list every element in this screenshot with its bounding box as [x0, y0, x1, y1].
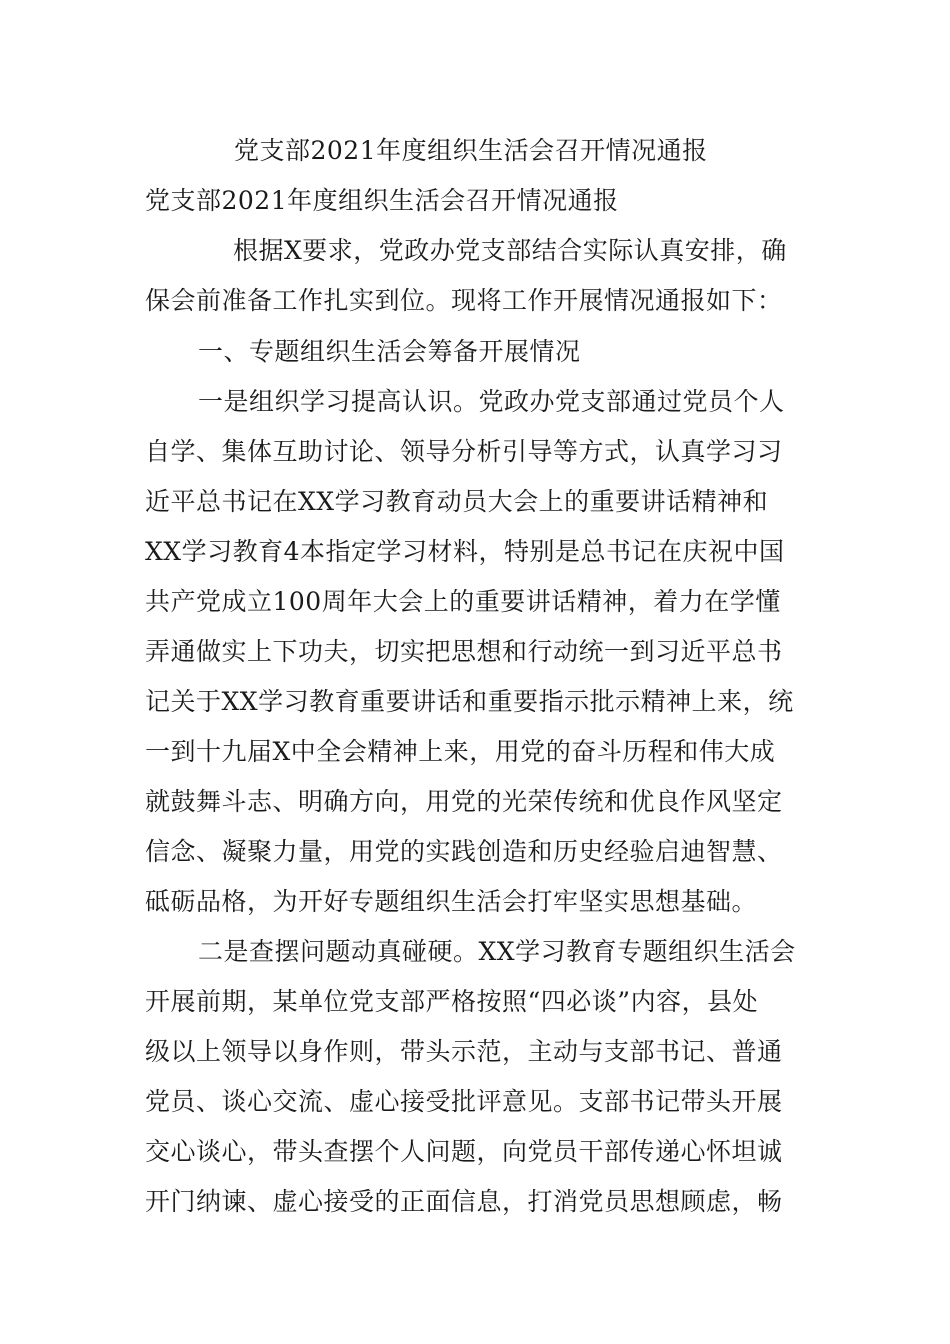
paragraph-line: 交心谈心，带头查摆个人问题，向党员干部传递心怀坦诚 — [145, 1137, 783, 1166]
paragraph-line: 一是组织学习提高认识。党政办党支部通过党员个人 — [198, 387, 785, 416]
paragraph-line: 保会前准备工作扎实到位。现将工作开展情况通报如下： — [145, 286, 783, 315]
paragraph-line: 党员、谈心交流、虚心接受批评意见。支部书记带头开展 — [145, 1087, 783, 1116]
paragraph-line: 自学、集体互助讨论、领导分析引导等方式，认真学习习 — [145, 437, 783, 466]
paragraph-line: 二是查摆问题动真碰硬。XX学习教育专题组织生活会 — [198, 937, 796, 966]
paragraph-line: 共产党成立100周年大会上的重要讲话精神，着力在学懂 — [145, 587, 781, 616]
paragraph-line: 信念、凝聚力量，用党的实践创造和历史经验启迪智慧、 — [145, 837, 783, 866]
paragraph-line: 一到十九届X中全会精神上来，用党的奋斗历程和伟大成 — [145, 737, 776, 766]
paragraph-line: 开展前期，某单位党支部严格按照“四必谈”内容，县处 — [145, 987, 759, 1016]
paragraph-line: 弄通做实上下功夫，切实把思想和行动统一到习近平总书 — [145, 637, 783, 666]
paragraph-line: 砥砺品格，为开好专题组织生活会打牢坚实思想基础。 — [145, 887, 758, 916]
document-subheading: 党支部2021年度组织生活会召开情况通报 — [145, 186, 619, 215]
section-heading: 一、专题组织生活会筹备开展情况 — [198, 337, 581, 366]
paragraph-line: 记关于XX学习教育重要讲话和重要指示批示精神上来，统 — [145, 687, 794, 716]
paragraph-line: XX学习教育4本指定学习材料，特别是总书记在庆祝中国 — [145, 537, 785, 566]
paragraph-line: 就鼓舞斗志、明确方向，用党的光荣传统和优良作风坚定 — [145, 787, 783, 816]
paragraph-line: 根据X要求，党政办党支部结合实际认真安排，确 — [233, 236, 787, 265]
paragraph-line: 级以上领导以身作则，带头示范，主动与支部书记、普通 — [145, 1037, 783, 1066]
document-heading: 党支部2021年度组织生活会召开情况通报 — [234, 136, 708, 165]
paragraph-line: 近平总书记在XX学习教育动员大会上的重要讲话精神和 — [145, 487, 769, 516]
paragraph-line: 开门纳谏、虚心接受的正面信息，打消党员思想顾虑，畅 — [145, 1187, 783, 1216]
